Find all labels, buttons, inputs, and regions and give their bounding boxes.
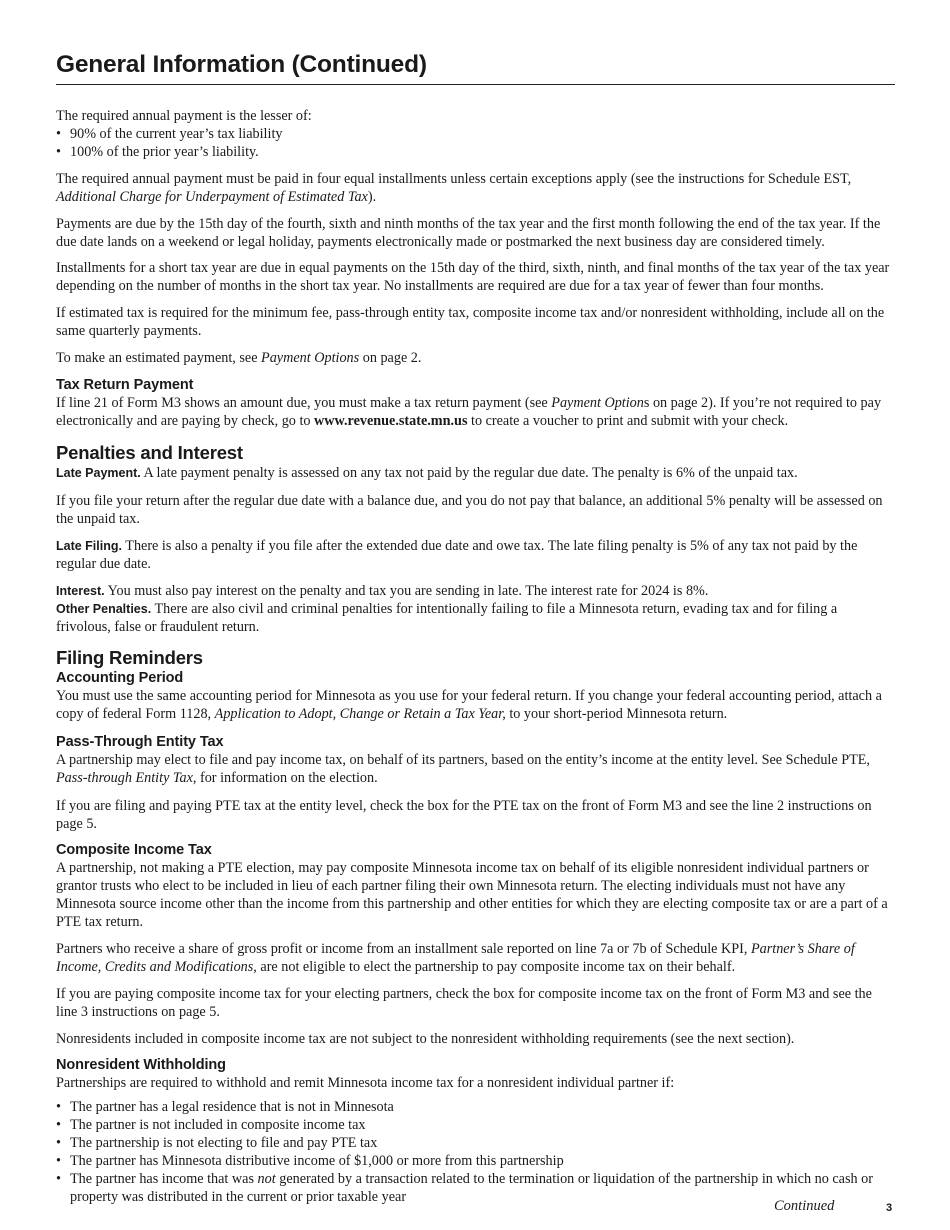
page-number: 3 [886,1202,893,1214]
estimated-payment-paragraph: To make an estimated payment, see Payment Options on page 2. [56,350,422,366]
composite-text: A partnership, not making a PTE election, may pay composite Minnesota income tax on behalf of its eligible nonresident individual partners or grantor trusts who elect to be included in lieu of each partner filing their own Minnesota return. The electing individuals must not have any Minnesota source income other than the income from this partnership and other entities for which they are electing composite tax or are a part of a PTE tax return. [56,860,888,930]
interest-paragraph: Interest. You must also pay interest on the penalty and tax you are sending in late. The interest rate for 2024 is 8%. [56,583,709,599]
pte-filing-paragraph: If you are filing and paying PTE tax at the entity level, check the box for the PTE tax on the front of Form M3 and see the line 2 instructions on page 5. [56,798,872,832]
pte-heading: Pass-Through Entity Tax [56,734,224,750]
list-item: • The partner is not included in composite income tax [56,1116,895,1134]
tax-return-payment-section [56,376,895,430]
pte-section [56,733,895,787]
nonresident-section [56,1056,895,1092]
composite-check-paragraph: If you are paying composite income tax for your electing partners, check the box for composite income tax on the front of Form M3 and see the line 3 instructions on page 5. [56,986,872,1020]
composite-withholding-paragraph: Nonresidents included in composite income tax are not subject to the nonresident withholding requirements (see the next section). [56,1031,795,1047]
page-title: General Information (Continued) [56,50,895,85]
estimated-tax-paragraph: If estimated tax is required for the minimum fee, pass-through entity tax, composite income tax and/or nonresident withholding, include all on the same quarterly payments. [56,305,885,339]
file-after-due-paragraph: If you file your return after the regular due date with a balance due, and you do not pay that balance, an additional 5% penalty will be assessed on the unpaid tax. [56,493,883,527]
annual-payment-list [56,125,895,161]
tax-return-payment-text: If line 21 of Form M3 shows an amount due, you must make a tax return payment (see Payment Options on page 2). If you’re not required to pay electronically and are paying by check, go to www.revenue.state.mn.us to create a voucher to print and submit with your check. [56,395,882,429]
accounting-period-heading: Accounting Period [56,670,184,686]
annual-payment-lead: The required annual payment is the lesser of: [56,108,312,124]
nonresident-lead: Partnerships are required to withhold and remit Minnesota income tax for a nonresident individual partner if: [56,1075,675,1091]
list-item: • The partner has Minnesota distributive income of $1,000 or more from this partnership [56,1152,895,1170]
list-item: • The partner has income that was not generated by a transaction related to the termination or liquidation of the partnership in which no cash or property was distributed in the current or prior taxable year [56,1170,895,1206]
filing-reminders-section [56,647,895,723]
nonresident-list [56,1098,895,1206]
list-item: • The partner has a legal residence that is not in Minnesota [56,1098,895,1116]
other-penalties-paragraph: Other Penalties. There are also civil and criminal penalties for intentionally failing to file a Minnesota return, evading tax and for filing a frivolous, false or fraudulent return. [56,601,838,635]
late-payment-paragraph: Late Payment. A late payment penalty is assessed on any tax not paid by the regular due date. The penalty is 6% of the unpaid tax. [56,465,798,481]
tax-return-payment-heading: Tax Return Payment [56,377,194,393]
list-item: • The partnership is not electing to file and pay PTE tax [56,1134,895,1152]
annual-payment-section [56,107,895,161]
list-item: • 90% of the current year’s tax liability [56,125,895,143]
composite-heading: Composite Income Tax [56,842,212,858]
installment-sale-paragraph: Partners who receive a share of gross profit or income from an installment sale reported on line 7a or 7b of Schedule KPI, Partner’s Share of Income, Credits and Modifications, are not eligible to elect the partnership to pay composite income tax on their behalf. [56,941,855,975]
interest-and-other-penalties [56,582,895,636]
late-filing-paragraph: Late Filing. There is also a penalty if you file after the extended due date and owe tax. The late filing penalty is 5% of any tax not paid by the regular due date. [56,538,858,572]
list-item: • 100% of the prior year’s liability. [56,143,895,161]
penalties-heading: Penalties and Interest [56,442,243,463]
penalties-section [56,442,895,482]
installments-paragraph: The required annual payment must be paid in four equal installments unless certain exceptions apply (see the instructions for Schedule EST, Additional Charge for Underpayment of Estimated Tax). [56,171,852,205]
continued-label: Continued [774,1198,835,1214]
revenue-website-link[interactable]: www.revenue.state.mn.us [314,413,468,429]
composite-section [56,841,895,931]
pte-text: A partnership may elect to file and pay income tax, on behalf of its partners, based on the entity’s income at the entity level. See Schedule PTE, Pass-through Entity Tax, for information on the election. [56,752,870,786]
nonresident-heading: Nonresident Withholding [56,1057,226,1073]
filing-reminders-heading: Filing Reminders [56,647,203,668]
due-dates-paragraph: Payments are due by the 15th day of the fourth, sixth and ninth months of the tax year and the first month following the end of the tax year. If the due date lands on a weekend or legal holiday, payments electronically made or postmarked the next business day are considered timely. [56,216,881,250]
short-year-paragraph: Installments for a short tax year are due in equal payments on the 15th day of the third, sixth, ninth, and final months of the tax year of the tax year depending on the number of months in the short tax year. No installments are required are due for a tax year of fewer than four months. [56,260,890,294]
accounting-period-text: You must use the same accounting period for Minnesota as you use for your federal return. If you change your federal accounting period, attach a copy of federal Form 1128, Application to Adopt, Change or Retain a Tax Year, to your short-period Minnesota return. [56,688,882,722]
